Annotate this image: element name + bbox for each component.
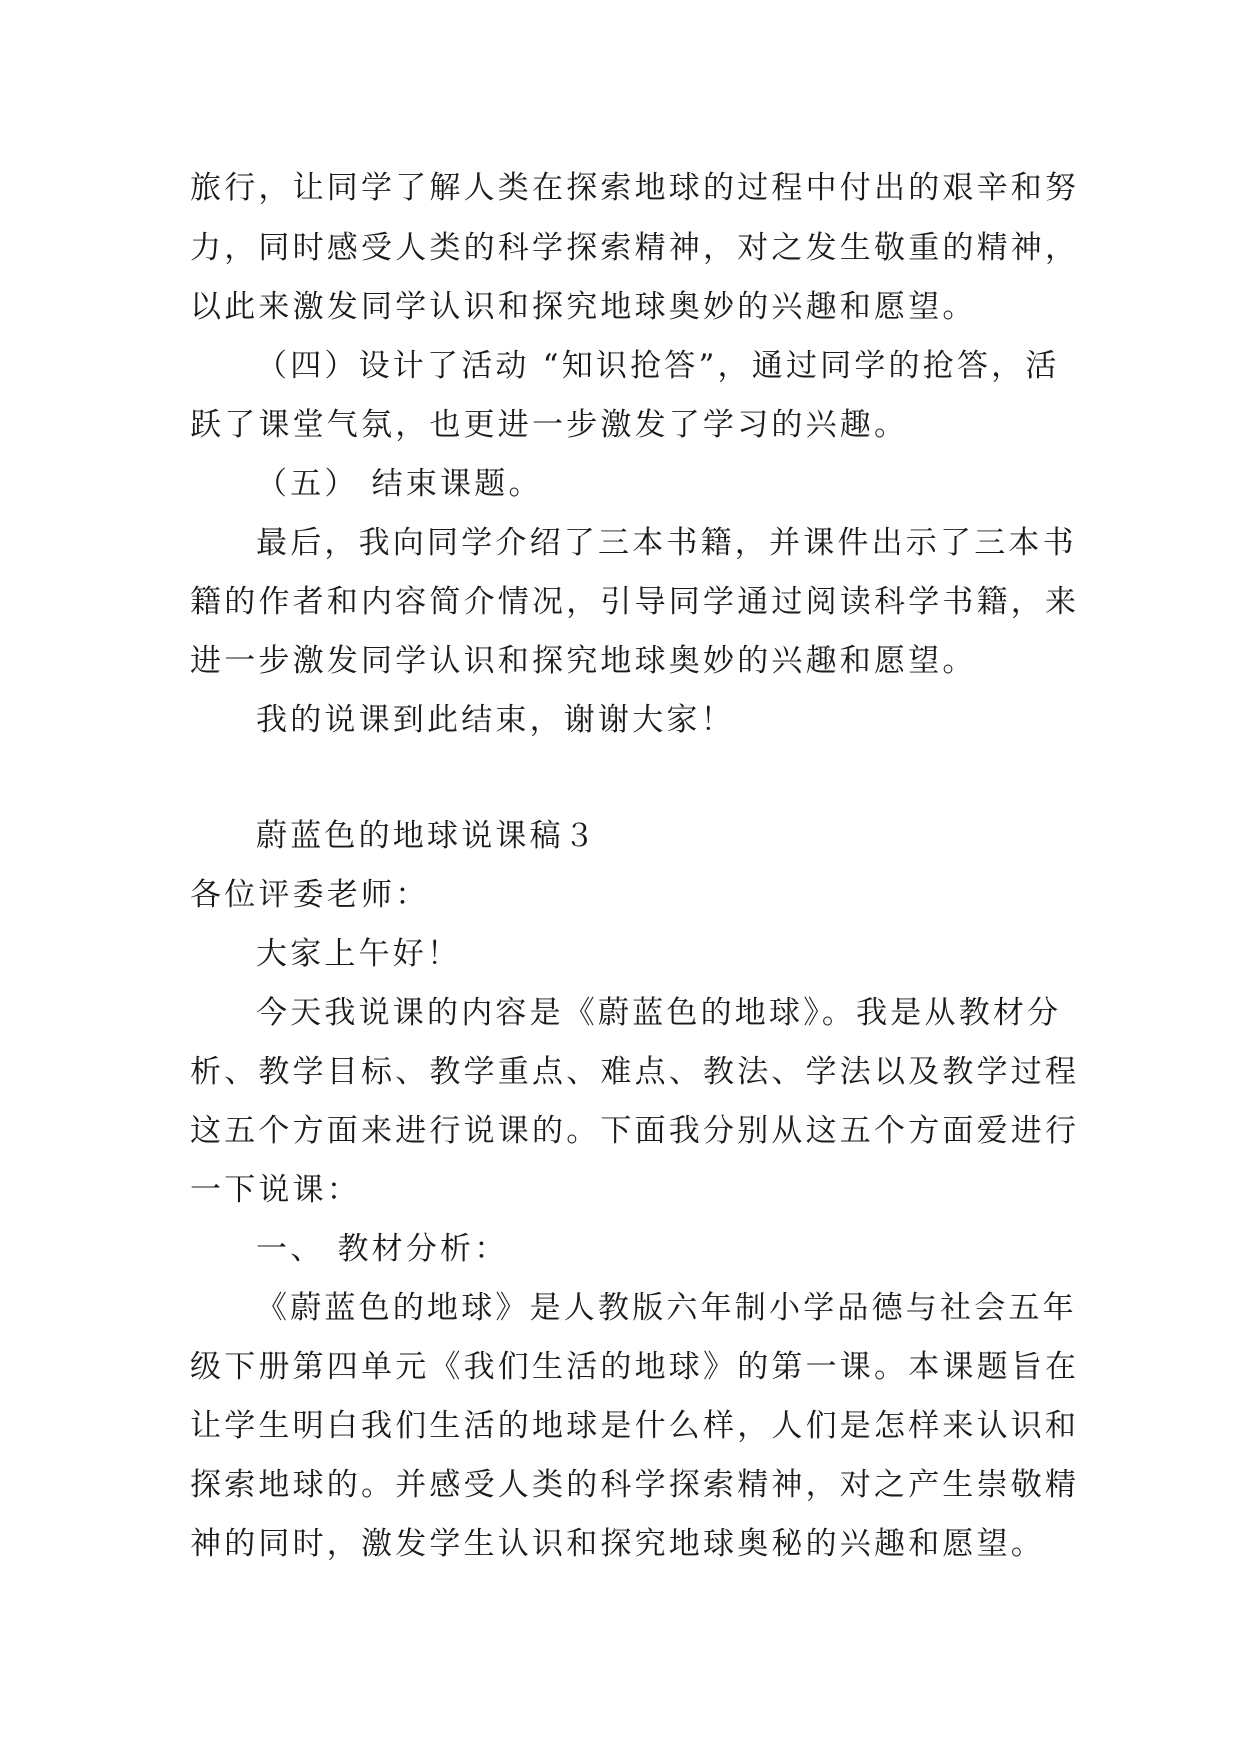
paragraph-line: 籍的作者和内容简介情况，引导同学通过阅读科学书籍，来 <box>190 584 1080 620</box>
salutation: 各位评委老师： <box>190 877 430 913</box>
section-title: 蔚蓝色的地球说课稿３ <box>256 818 598 854</box>
greeting: 大家上午好！ <box>256 936 462 972</box>
paragraph-line: 这五个方面来进行说课的。下面我分别从这五个方面爱进行 <box>190 1113 1080 1149</box>
paragraph-line: 神的同时，激发学生认识和探究地球奥秘的兴趣和愿望。 <box>190 1526 1045 1562</box>
paragraph-line: 进一步激发同学认识和探究地球奥妙的兴趣和愿望。 <box>190 643 977 679</box>
section-heading: 一、 教材分析： <box>256 1231 509 1267</box>
paragraph-line: 跃了课堂气氛，也更进一步激发了学习的兴趣。 <box>190 407 909 443</box>
paragraph-line: 以此来激发同学认识和探究地球奥妙的兴趣和愿望。 <box>190 289 977 325</box>
paragraph-line: 今天我说课的内容是《蔚蓝色的地球》。我是从教材分 <box>256 995 1062 1031</box>
paragraph-line: 析、教学目标、教学重点、难点、教法、学法以及教学过程 <box>190 1054 1080 1090</box>
paragraph-line: 力，同时感受人类的科学探索精神，对之发生敬重的精神， <box>190 230 1080 266</box>
paragraph-line: 让学生明白我们生活的地球是什么样，人们是怎样来认识和 <box>190 1408 1080 1444</box>
paragraph-line: 探索地球的。并感受人类的科学探索精神，对之产生崇敬精 <box>190 1467 1080 1503</box>
paragraph-line: 我的说课到此结束，谢谢大家！ <box>256 702 735 738</box>
paragraph-line: （四）设计了活动 “知识抢答”，通过同学的抢答，活 <box>256 348 1060 384</box>
paragraph-line: 一下说课： <box>190 1172 361 1208</box>
paragraph-line: 最后，我向同学介绍了三本书籍，并课件出示了三本书 <box>256 525 1077 561</box>
paragraph-line: 《蔚蓝色的地球》是人教版六年制小学品德与社会五年 <box>256 1290 1077 1326</box>
paragraph-line: （五） 结束课题。 <box>256 466 543 502</box>
paragraph-line: 级下册第四单元《我们生活的地球》的第一课。本课题旨在 <box>190 1349 1080 1385</box>
paragraph-line: 旅行，让同学了解人类在探索地球的过程中付出的艰辛和努 <box>190 170 1080 206</box>
